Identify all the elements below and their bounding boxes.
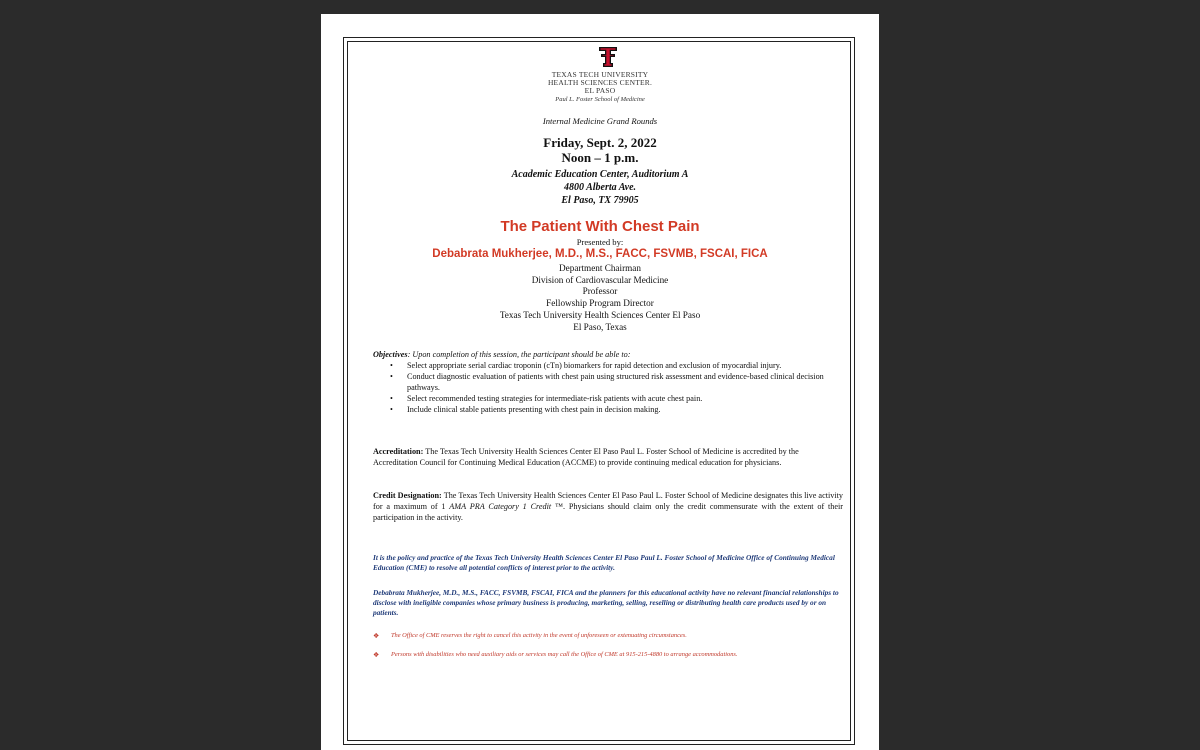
diamond-bullet-icon: ❖ (373, 632, 380, 640)
event-venue-block (321, 168, 879, 207)
event-time: Noon – 1 p.m. (561, 150, 639, 165)
org-name-line3: EL PASO (584, 86, 616, 95)
presented-by: Presented by: (576, 237, 624, 247)
school-name: Paul L. Foster School of Medicine (555, 96, 645, 103)
credit-label: Credit Designation: (373, 491, 442, 500)
event-address2: El Paso, TX 79905 (561, 195, 639, 206)
cme-policy-statement: It is the policy and practice of the Texas Tech University Health Sciences Center El Paso Paul L. Foster School of Medicine Office of Continuing Medical Education (CME) to resolve all potential conflicts of interest prior to the activity. (373, 553, 835, 572)
double-t-logo-icon (598, 46, 618, 68)
flyer-page (321, 14, 879, 750)
speaker-role: El Paso, Texas (573, 321, 627, 332)
event-series: Internal Medicine Grand Rounds (542, 116, 658, 126)
disclosure-statement: Debabrata Mukherjee, M.D., M.S., FACC, FSVMB, FSCAI, FICA and the planners for this educational activity have no relevant financial relationships to disclose with ineligible companies whose primary business is producing, marketing, selling, reselling or distributing health care products used by or on patients. (373, 588, 839, 617)
speaker-name: Debabrata Mukherjee, M.D., M.S., FACC, FSVMB, FSCAI, FICA (432, 248, 768, 260)
speaker-roles (321, 263, 879, 333)
speaker-role: Department Chairman (559, 263, 641, 273)
speaker-role: Fellowship Program Director (546, 298, 654, 309)
credit-text-after: . Physicians should claim only the credit commensurate with the extent of their participation in the activity. (373, 502, 843, 522)
event-date-block (321, 135, 879, 165)
objective-item: • Select appropriate serial cardiac troponin (cTn) biomarkers for rapid detection and exclusion of myocardial injury. (407, 360, 843, 371)
objectives-list (373, 360, 843, 415)
objectives-section (373, 349, 843, 415)
accessibility-note-text: Persons with disabilities who need auxiliary aids or services may call the Office of CME at 915-215-4880 to arrange accommodations. (391, 651, 738, 658)
event-venue: Academic Education Center, Auditorium A (511, 169, 689, 180)
talk-title: The Patient With Chest Pain (500, 218, 700, 235)
speaker-role: Professor (582, 286, 618, 297)
cancellation-note-text: The Office of CME reserves the right to cancel this activity in the event of unforeseen or extenuating circumstances. (391, 632, 687, 639)
objective-item: • Conduct diagnostic evaluation of patients with chest pain using structured risk assessment and evidence-based clinical decision pathways. (407, 371, 843, 393)
event-date: Friday, Sept. 2, 2022 (543, 135, 657, 150)
event-address1: 4800 Alberta Ave. (563, 182, 637, 193)
accreditation-text: The Texas Tech University Health Sciences Center El Paso Paul L. Foster School of Medicine is accredited by the Accreditation Council for Continuing Medical Education (ACCME) to provide continuing medical education for physicians. (373, 447, 799, 467)
org-name-line2: HEALTH SCIENCES CENTER. (547, 78, 653, 87)
objective-item: • Select recommended testing strategies for intermediate-risk patients with acute chest pain. (407, 393, 843, 404)
credit-designation-section (373, 490, 843, 523)
credit-name: AMA PRA Category 1 Credit ™ (449, 502, 564, 511)
objectives-intro: : Upon completion of this session, the participant should be able to: (407, 350, 631, 359)
diamond-bullet-icon: ❖ (373, 651, 380, 659)
credit-text-before: The Texas Tech University Health Sciences Center El Paso Paul L. Foster School of Medicine designates this live activity for a maximum of 1 (373, 491, 843, 511)
objectives-heading: Objectives (373, 350, 408, 359)
org-name-line1: TEXAS TECH UNIVERSITY (551, 70, 649, 79)
objective-item: • Include clinical stable patients presenting with chest pain in decision making. (407, 404, 843, 415)
accreditation-section (373, 446, 843, 468)
speaker-role: Texas Tech University Health Sciences Center El Paso (499, 309, 701, 320)
speaker-role: Division of Cardiovascular Medicine (531, 274, 669, 285)
accreditation-label: Accreditation: (373, 447, 424, 456)
